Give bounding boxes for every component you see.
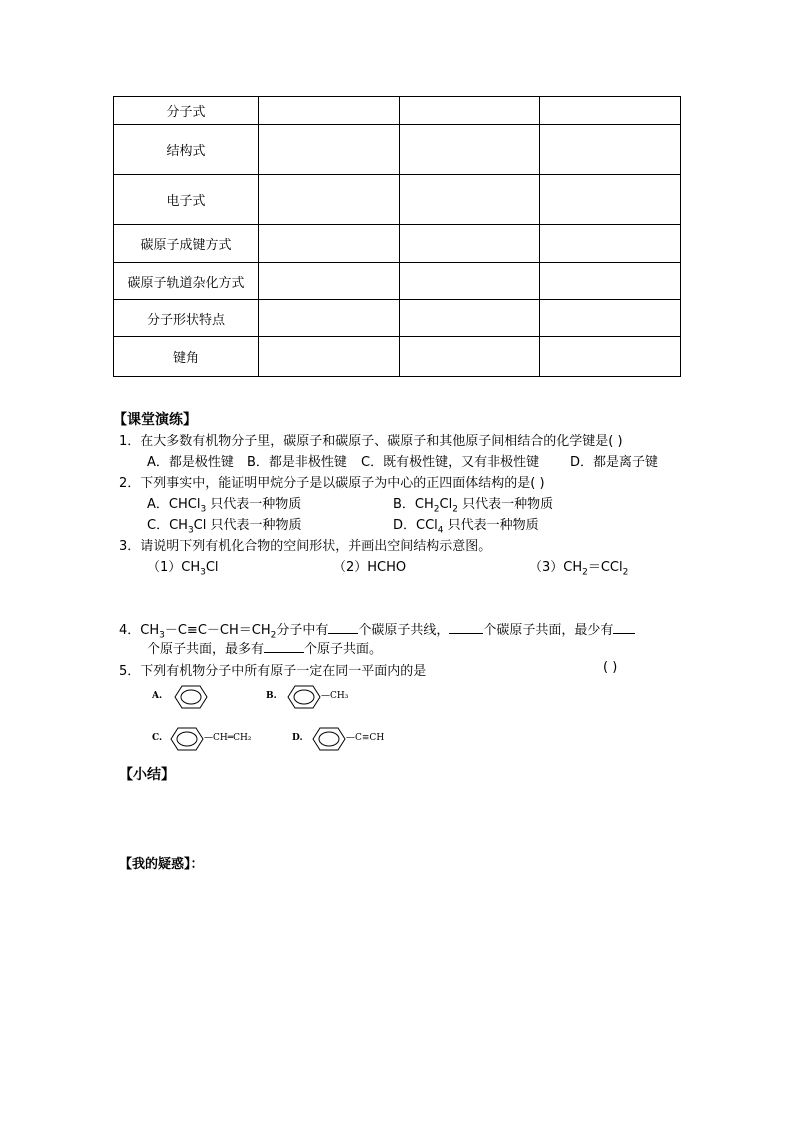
answer-blank[interactable] (264, 639, 304, 653)
question-5: 5．下列有机物分子中所有原子一定在同一平面内的是 (119, 664, 427, 679)
q4-t2: 个碳原子共线， (358, 623, 450, 638)
q5-option-a-letter: A. (152, 691, 163, 701)
question-2: 2．下列事实中，能证明甲烷分子是以碳原子为中心的正四面体结构的是( ) (119, 476, 545, 491)
table-cell[interactable] (259, 263, 400, 300)
table-cell[interactable] (540, 225, 681, 263)
q2-d-post: 只代表一种物质 (443, 518, 539, 533)
benzene-structure-a (171, 684, 211, 710)
table-row (114, 263, 681, 300)
benzene-structure-b (284, 684, 324, 710)
table-cell[interactable] (259, 175, 400, 225)
q5-option-b-letter: B. (266, 691, 277, 701)
properties-table (113, 96, 681, 377)
table-cell[interactable] (399, 175, 540, 225)
q2-option-b (393, 493, 553, 515)
q4-formula: －C≡C－CH＝CH (164, 623, 271, 638)
table-cell[interactable] (540, 97, 681, 125)
q2-option-d (393, 514, 539, 536)
q2-b-mid: Cl (439, 497, 453, 512)
q4-t4: 个原子共面，最多有 (147, 642, 265, 657)
answer-blank[interactable] (328, 620, 358, 634)
table-cell[interactable] (540, 337, 681, 377)
q4-sub2: 2 (270, 630, 277, 641)
q4-sub1: 3 (159, 630, 165, 641)
row-label: 电子式 (114, 175, 259, 225)
row-label: 分子形状特点 (114, 300, 259, 337)
q2-option-a (147, 493, 301, 515)
q3-p1-post: Cl (205, 560, 219, 575)
table-cell[interactable] (399, 97, 540, 125)
q2-d-sub: 4 (437, 525, 444, 536)
table-cell[interactable] (259, 225, 400, 263)
doubts-heading-text: 【我的疑惑】 (119, 857, 191, 872)
q4-t1: 分子中有 (276, 623, 329, 638)
table-row (114, 300, 681, 337)
q5-option-c-substituent: —CH═CH₂ (204, 733, 252, 743)
q2-a-pre: A．CHCl (147, 497, 201, 512)
q3-p3-mid: ＝CCl (587, 560, 623, 575)
doubts-heading (119, 853, 204, 872)
q2-d-pre: D．CCl (393, 518, 438, 533)
table-row (114, 125, 681, 175)
row-label: 碳原子成键方式 (114, 225, 259, 263)
q2-c-post: Cl 只代表一种物质 (193, 518, 302, 533)
q2-c-pre: C．CH (147, 518, 188, 533)
table-cell[interactable] (259, 97, 400, 125)
doubts-colon: ： (190, 857, 204, 872)
benzene-structure-d (309, 726, 349, 752)
row-label: 分子式 (114, 97, 259, 125)
table-cell[interactable] (259, 337, 400, 377)
summary-heading: 【小结】 (119, 767, 175, 783)
q4-t3: 个碳原子共面，最少有 (483, 623, 614, 638)
question-3: 3．请说明下列有机化合物的空间形状，并画出空间结构示意图。 (119, 539, 492, 554)
table-row (114, 225, 681, 263)
table-cell[interactable] (540, 300, 681, 337)
q3-p1-sub: 3 (200, 567, 206, 578)
table-cell[interactable] (540, 263, 681, 300)
table-cell[interactable] (399, 337, 540, 377)
question-1: 1．在大多数有机物分子里，碳原子和碳原子、碳原子和其他原子间相结合的化学键是( ) (119, 434, 623, 449)
benzene-structure-c (167, 726, 207, 752)
q3-part-3 (529, 556, 628, 578)
q3-p3-sub2: 2 (622, 567, 629, 578)
row-label: 键角 (114, 337, 259, 377)
q5-option-d-letter: D. (292, 733, 303, 743)
table-cell[interactable] (399, 225, 540, 263)
q2-a-post: 只代表一种物质 (206, 497, 302, 512)
q1-option-b: B．都是非极性键 (247, 455, 347, 470)
q2-b-sub1: 2 (433, 504, 440, 515)
answer-blank[interactable] (449, 620, 483, 634)
q2-b-post: 只代表一种物质 (457, 497, 554, 512)
table-cell[interactable] (540, 125, 681, 175)
q3-part-2: （2）HCHO (333, 560, 407, 575)
practice-heading: 【课堂演练】 (113, 412, 197, 428)
table-cell[interactable] (399, 300, 540, 337)
table-cell[interactable] (399, 125, 540, 175)
table-row (114, 337, 681, 377)
q1-option-a: A．都是极性键 (147, 455, 234, 470)
q2-b-sub2: 2 (452, 504, 458, 515)
q2-b-pre: B．CH (393, 497, 434, 512)
table-row (114, 97, 681, 125)
q5-answer-paren: ( ) (603, 660, 618, 675)
q2-c-sub: 3 (187, 525, 194, 536)
q3-part-1 (147, 556, 219, 578)
q2-a-sub: 3 (200, 504, 207, 515)
q3-p3-pre: （3）CH (529, 560, 583, 575)
q1-option-c: C．既有极性键，又有非极性键 (361, 455, 540, 470)
table-cell[interactable] (399, 263, 540, 300)
row-label: 碳原子轨道杂化方式 (114, 263, 259, 300)
q4-t5: 个原子共面。 (304, 642, 383, 657)
q5-option-b-substituent: —CH₃ (321, 691, 349, 701)
q5-option-d-substituent: —C≡CH (346, 733, 385, 743)
question-4-line-2 (147, 638, 382, 657)
table-cell[interactable] (259, 125, 400, 175)
q1-option-d: D．都是离子键 (570, 455, 659, 470)
row-label: 结构式 (114, 125, 259, 175)
table-cell[interactable] (540, 175, 681, 225)
q5-option-c-letter: C. (152, 733, 163, 743)
q3-p3-sub1: 2 (582, 567, 588, 578)
table-cell[interactable] (259, 300, 400, 337)
answer-blank[interactable] (613, 620, 635, 634)
q3-p1-pre: （1）CH (147, 560, 201, 575)
q2-option-c (147, 514, 302, 536)
table-row (114, 175, 681, 225)
q4-pre: 4．CH (119, 623, 160, 638)
